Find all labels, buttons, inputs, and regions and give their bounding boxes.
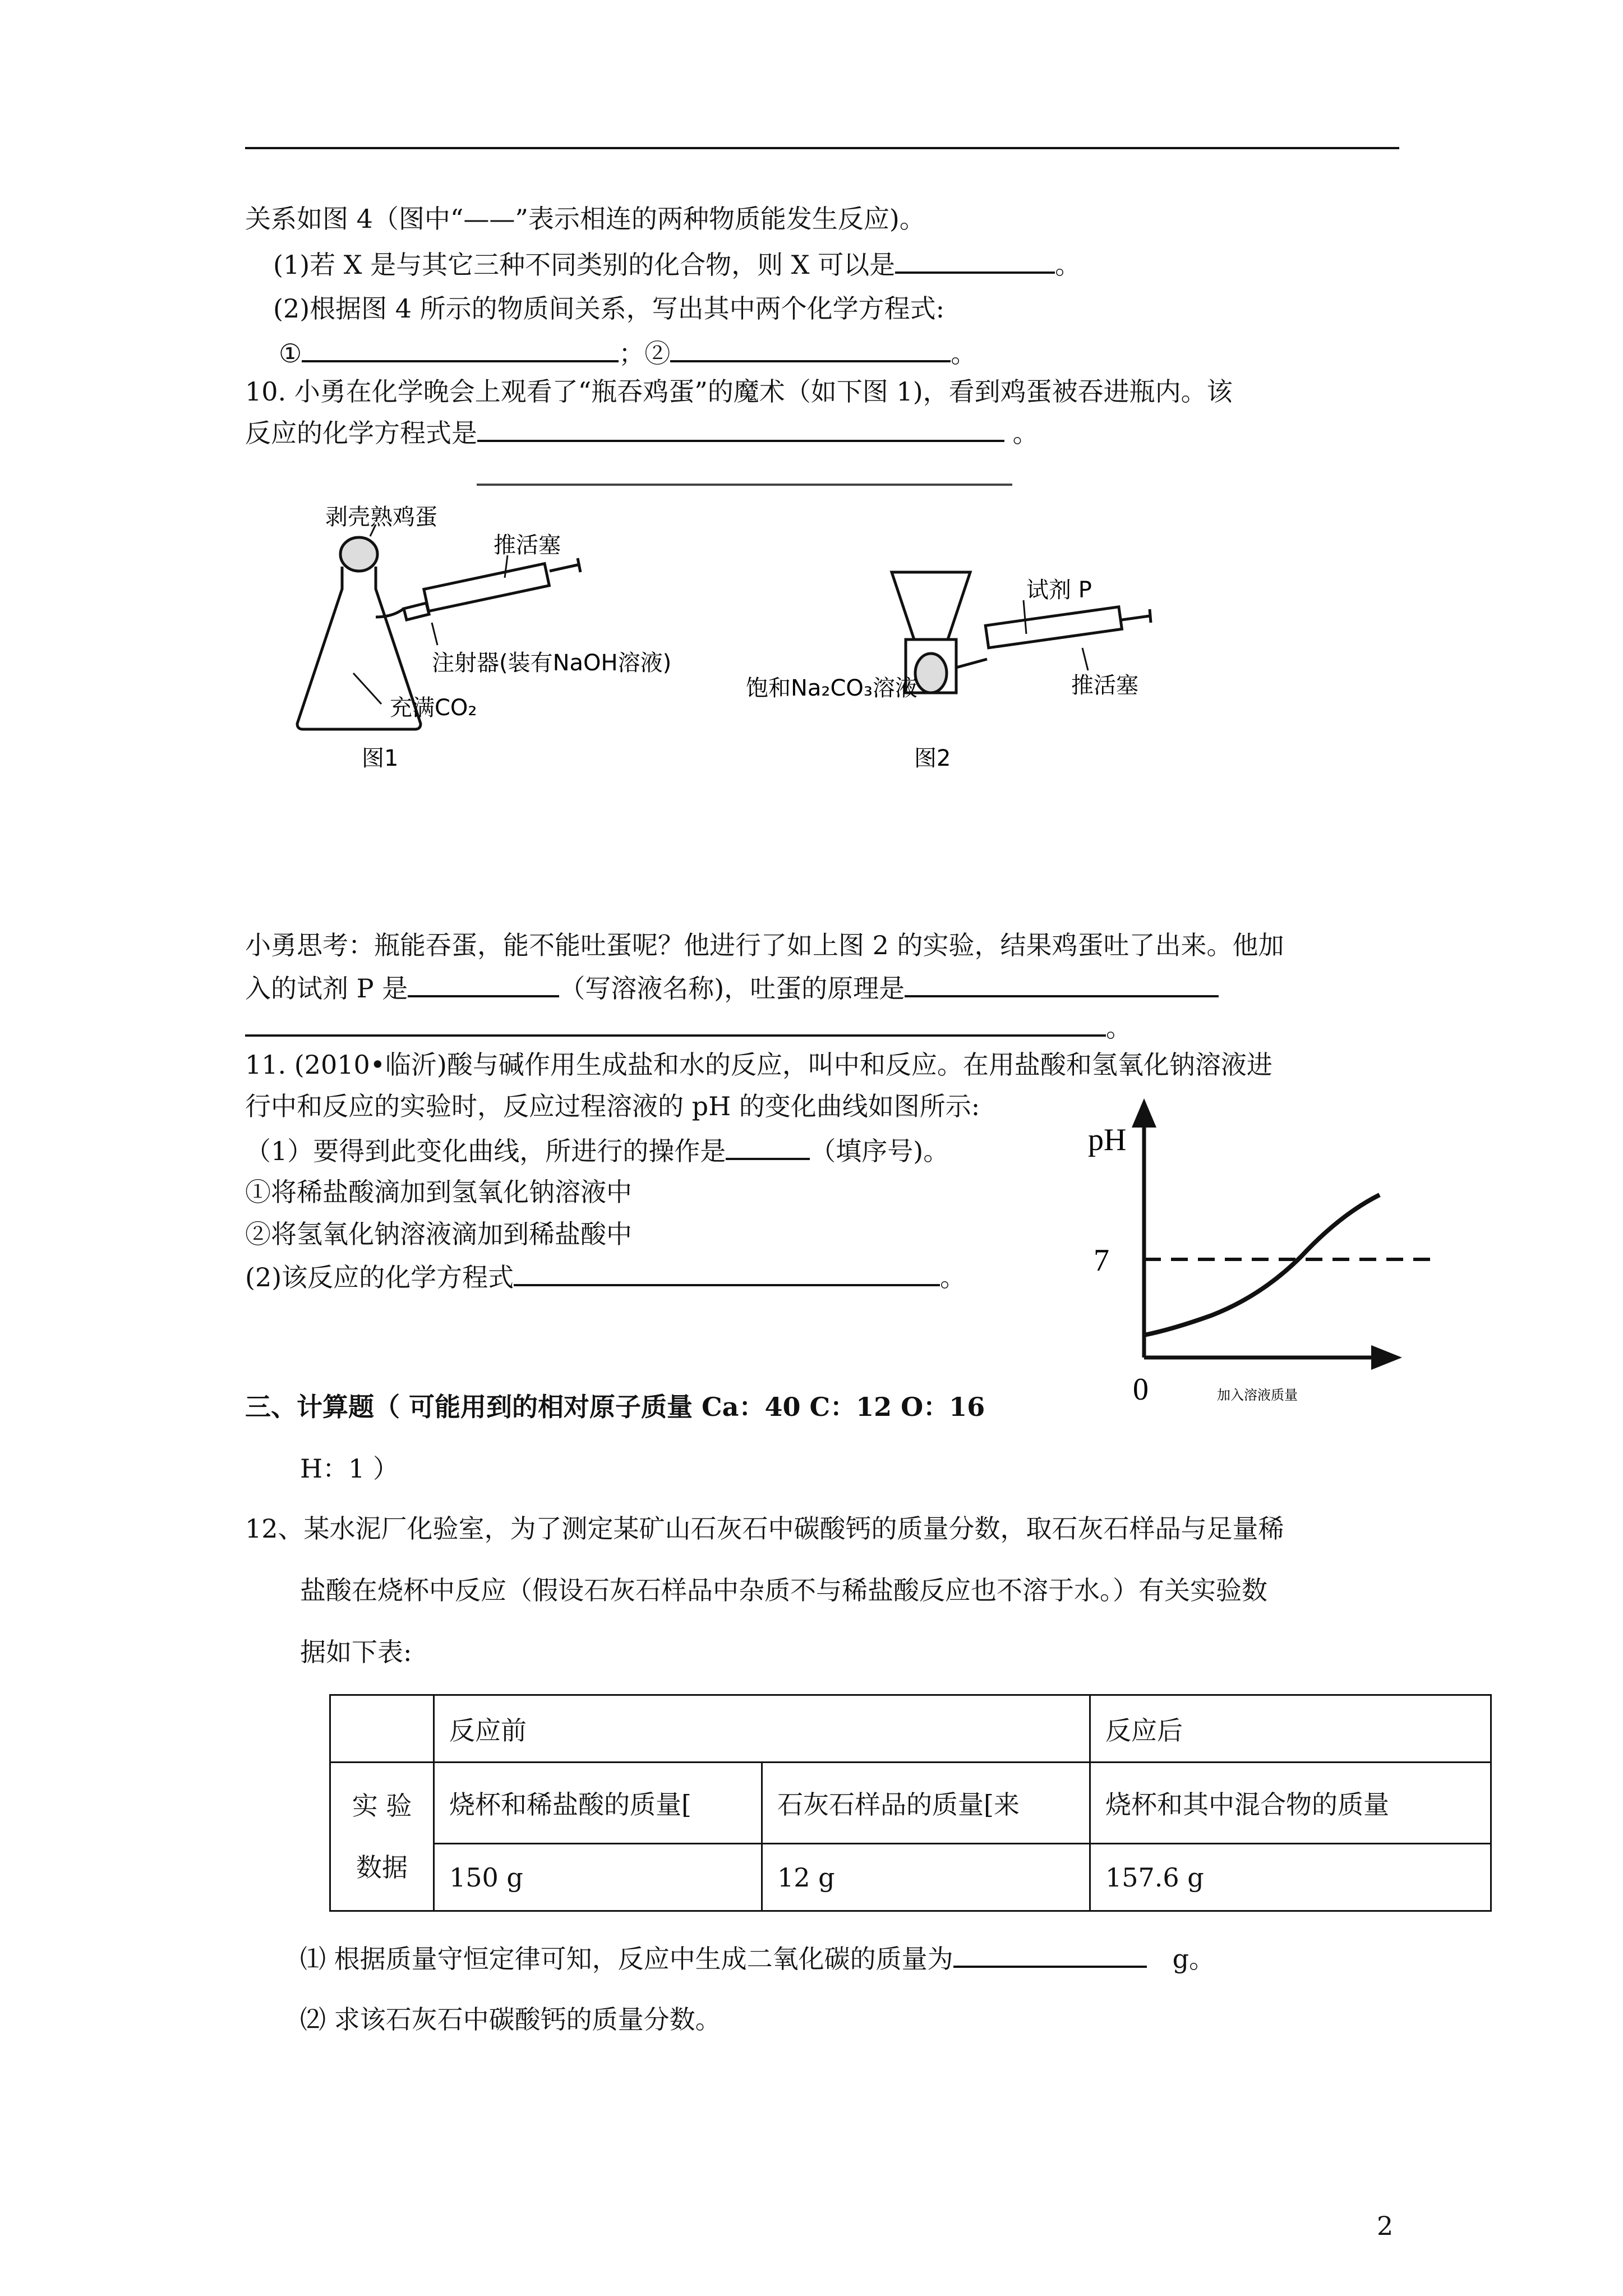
q12-part2: ⑵ 求该石灰石中碳酸钙的质量分数。	[300, 2004, 721, 2035]
table-row-label	[330, 1763, 434, 1911]
fig1-caption: 图1	[362, 746, 399, 771]
ph-ref-value: 7	[1094, 1243, 1109, 1278]
col2-value: 12 g	[762, 1844, 1090, 1911]
table-value-row	[330, 1844, 1491, 1911]
x-axis-label: 加入溶液质量	[1217, 1387, 1298, 1403]
col1-value: 150 g	[434, 1844, 762, 1911]
answer-blank-reagent[interactable]	[408, 970, 559, 997]
ph-curve-chart	[1066, 1094, 1458, 1408]
q9-part2: (2)根据图 4 所示的物质间关系，写出其中两个化学方程式:	[273, 293, 945, 324]
col3-value: 157.6 g	[1090, 1844, 1491, 1911]
q9-part1: (1)若 X 是与其它三种不同类别的化合物，则 X 可以是 。	[273, 247, 1081, 282]
q10-line2: 反应的化学方程式是 。	[245, 415, 1039, 450]
answer-blank-co2[interactable]	[953, 1941, 1147, 1968]
q11-op-question: （1）要得到此变化曲线，所进行的操作是 （填序号)。	[245, 1133, 949, 1168]
q11-line1: 11. (2010•临沂)酸与碱作用生成盐和水的反应，叫中和反应。在用盐酸和氢氧化钠溶液进	[245, 1050, 1272, 1080]
fig1-egg-label: 剥壳熟鸡蛋	[325, 505, 437, 530]
q11-equation: (2)该反应的化学方程式 。	[245, 1259, 966, 1294]
fig2-plunger-label: 推活塞	[1071, 673, 1138, 698]
gas-pointer	[353, 673, 381, 704]
row-label-line1: 实 验	[352, 1791, 412, 1821]
q9-line-relation: 关系如图 4（图中“——”表示相连的两种物质能发生反应)。	[245, 204, 925, 234]
table-header-after: 反应后	[1090, 1695, 1491, 1763]
answer-blank-principle[interactable]	[905, 970, 1219, 997]
col3-title: 烧杯和其中混合物的质量	[1090, 1763, 1491, 1844]
plunger-pointer-2	[1082, 648, 1088, 670]
x-axis-arrow	[1371, 1345, 1402, 1370]
q12-line2: 盐酸在烧杯中反应（假设石灰石样品中杂质不与稀盐酸反应也不溶于水。）有关实验数	[300, 1575, 1267, 1605]
answer-blank-x[interactable]	[895, 247, 1055, 274]
answer-blank-q10[interactable]	[477, 415, 1004, 442]
q11-option1: ①将稀盐酸滴加到氢氧化钠溶液中	[245, 1177, 632, 1207]
experiment-figures	[241, 505, 1195, 774]
origin-label: 0	[1133, 1372, 1149, 1407]
page-number: 2	[1377, 2211, 1394, 2241]
fig2-solution-label: 饱和Na₂CO₃溶液	[746, 675, 917, 701]
scan-artifact-line	[477, 484, 1012, 486]
think-line2: 入的试剂 P 是 （写溶液名称)，吐蛋的原理是	[245, 970, 1219, 1005]
q10-line1: 10. 小勇在化学晚会上观看了“瓶吞鸡蛋”的魔术（如下图 1)，看到鸡蛋被吞进瓶内。该	[245, 376, 1233, 407]
answer-blank-principle-cont[interactable]	[245, 1010, 1106, 1037]
fig2-reagent-label: 试剂 P	[1026, 577, 1092, 603]
table-corner-cell	[330, 1695, 434, 1763]
q9-equations: ① ；② 。	[279, 335, 976, 370]
table-title-row	[330, 1763, 1491, 1844]
q11-line2: 行中和反应的实验时，反应过程溶液的 pH 的变化曲线如图所示:	[245, 1091, 980, 1121]
section-3-heading-cont: H：1 ）	[300, 1453, 399, 1484]
col2-title: 石灰石样品的质量[来	[762, 1763, 1090, 1844]
syringe-pointer	[432, 623, 437, 645]
q12-line1: 12、某水泥厂化验室，为了测定某矿山石灰石中碳酸钙的质量分数，取石灰石样品与足量稀	[245, 1513, 1284, 1544]
reagent-pointer	[1023, 600, 1026, 634]
think-line3: 。	[245, 1010, 1132, 1045]
plunger-pointer-1	[505, 555, 508, 578]
header-rule	[245, 147, 1399, 149]
fig1-plunger-label: 推活塞	[494, 532, 561, 558]
col1-title: 烧杯和稀盐酸的质量[	[434, 1763, 762, 1844]
table-header-before: 反应前	[434, 1695, 1090, 1763]
fig2-caption: 图2	[914, 746, 951, 771]
fig1-gas-label: 充满CO₂	[390, 695, 477, 721]
ph-curve	[1144, 1195, 1380, 1335]
answer-blank-op[interactable]	[726, 1133, 810, 1160]
ph-axis-label: pH	[1088, 1122, 1127, 1157]
fig1-syringe-label: 注射器(装有NaOH溶液)	[432, 650, 672, 676]
experiment-data-table	[329, 1694, 1492, 1912]
table-header-row	[330, 1695, 1491, 1763]
row-label-line2: 数据	[356, 1852, 408, 1883]
q12-line3: 据如下表:	[300, 1637, 412, 1667]
answer-blank-eq2[interactable]	[670, 335, 951, 362]
think-line1: 小勇思考：瓶能吞蛋，能不能吐蛋呢？他进行了如上图 2 的实验，结果鸡蛋吐了出来。他加	[245, 930, 1284, 960]
answer-blank-q11-eq[interactable]	[514, 1259, 940, 1286]
section-3-heading: 三、计算题（ 可能用到的相对原子质量 Ca：40 C：12 O：16	[245, 1392, 985, 1422]
y-axis-arrow	[1132, 1098, 1156, 1128]
answer-blank-eq1[interactable]	[302, 335, 619, 362]
q12-part1: ⑴ 根据质量守恒定律可知，反应中生成二氧化碳的质量为 g。	[300, 1941, 1215, 1976]
q11-option2: ②将氢氧化钠溶液滴加到稀盐酸中	[245, 1219, 632, 1249]
